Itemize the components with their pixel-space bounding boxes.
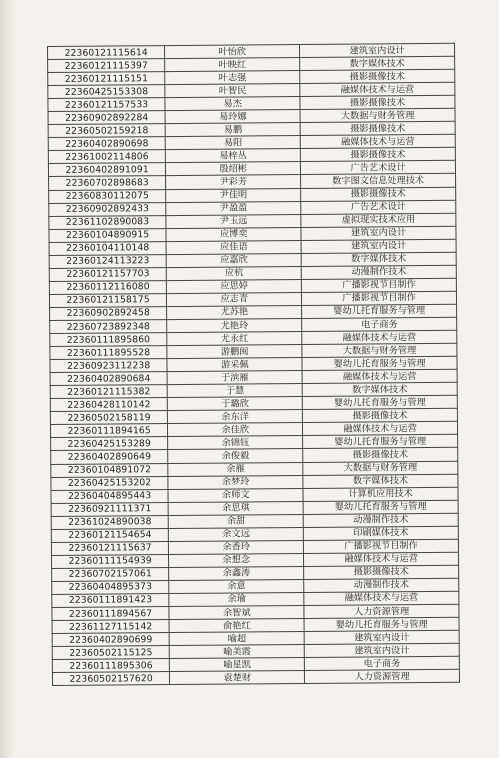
student-id-cell: 22360502159218	[48, 124, 165, 138]
student-id-cell: 22361002114806	[48, 150, 165, 164]
student-name-cell: 尹彩芳	[166, 175, 301, 189]
student-id-cell: 22360121157533	[48, 98, 165, 112]
student-name-cell: 余东洋	[168, 410, 303, 424]
student-name-cell: 喻超	[169, 632, 304, 646]
student-name-cell: 应思婷	[167, 279, 302, 293]
major-cell: 电子商务	[302, 317, 457, 331]
student-id-cell: 22360902892458	[50, 307, 167, 321]
student-name-cell: 游鹏闽	[167, 345, 302, 359]
student-name-cell: 余梦玲	[168, 475, 303, 489]
student-id-cell: 22360702898683	[49, 176, 166, 190]
student-id-cell: 22360121115151	[48, 72, 165, 86]
student-name-cell: 余意	[169, 579, 304, 593]
student-name-cell: 尹玉远	[166, 214, 301, 228]
major-cell: 融媒体技术与运营	[300, 135, 455, 149]
student-id-cell: 22360923112238	[50, 359, 167, 373]
major-cell: 建筑室内设计	[304, 630, 459, 644]
page-shadow	[0, 0, 14, 758]
major-cell: 人力资源管理	[305, 670, 460, 684]
major-cell: 融媒体技术与运营	[302, 330, 457, 344]
major-cell: 建筑室内设计	[304, 643, 459, 657]
student-id-cell: 22360121154654	[51, 528, 168, 542]
student-name-cell: 尤永红	[167, 332, 302, 346]
student-name-cell: 余师文	[168, 488, 303, 502]
student-name-cell: 余香玲	[169, 540, 304, 554]
roster-body	[48, 43, 460, 685]
major-cell: 广播影视节目制作	[304, 539, 459, 553]
student-name-cell: 易鹏	[165, 123, 300, 137]
student-id-cell: 22360402891091	[48, 163, 165, 177]
major-cell: 摄影摄像技术	[300, 69, 455, 83]
major-cell: 大数据与财务管理	[302, 343, 457, 357]
student-id-cell: 22360121115637	[51, 541, 168, 555]
major-cell: 摄影摄像技术	[303, 409, 458, 423]
student-id-cell: 22360111895306	[52, 659, 169, 673]
student-id-cell: 22360404895373	[52, 580, 169, 594]
student-id-cell: 22360502115125	[52, 646, 169, 660]
table-row	[52, 670, 459, 686]
student-id-cell: 22360121115397	[48, 59, 165, 73]
student-name-cell: 叶映红	[165, 58, 300, 72]
major-cell: 大数据与财务管理	[303, 461, 458, 475]
major-cell: 数字媒体技术	[303, 474, 458, 488]
student-name-cell: 余思琪	[168, 501, 303, 515]
student-id-cell: 22360111154939	[52, 554, 169, 568]
major-cell: 融媒体技术与运营	[300, 82, 455, 96]
student-id-cell: 22361024890038	[51, 515, 168, 529]
student-id-cell: 22360404895443	[51, 489, 168, 503]
student-id-cell: 22360121115614	[48, 46, 165, 60]
student-name-cell: 余甜	[169, 514, 304, 528]
student-name-cell: 于滨雁	[167, 371, 302, 385]
student-name-cell: 游采佩	[167, 358, 302, 372]
major-cell: 摄影摄像技术	[303, 448, 458, 462]
major-cell: 动漫制作技术	[303, 513, 458, 527]
major-cell: 动漫制作技术	[304, 578, 459, 592]
major-cell: 建筑室内设计	[300, 43, 455, 57]
student-id-cell: 22360111894567	[52, 607, 169, 621]
major-cell: 计算机应用技术	[303, 487, 458, 501]
student-id-cell: 22360104110148	[49, 241, 166, 255]
major-cell: 婴幼儿托育服务与管理	[303, 500, 458, 514]
student-id-cell: 22360124113223	[49, 254, 166, 268]
major-cell: 摄影摄像技术	[301, 148, 456, 162]
major-cell: 建筑室内设计	[301, 226, 456, 240]
student-name-cell: 尤艳玲	[167, 318, 302, 332]
student-name-cell: 余智斌	[169, 606, 304, 620]
student-roster-table	[47, 43, 460, 686]
student-id-cell: 22360830112075	[49, 189, 166, 203]
major-cell: 数字媒体技术	[302, 383, 457, 397]
student-id-cell: 22360425153289	[51, 437, 168, 451]
student-name-cell: 尹佳明	[166, 188, 301, 202]
student-id-cell: 22361102890083	[49, 215, 166, 229]
student-name-cell: 叶志强	[165, 71, 300, 85]
major-cell: 人力资源管理	[304, 604, 459, 618]
major-cell: 广告艺术设计	[301, 200, 456, 214]
student-name-cell: 叶智民	[165, 84, 300, 98]
student-name-cell: 应杭	[167, 266, 302, 280]
student-name-cell: 喻美霞	[170, 645, 305, 659]
student-id-cell: 22360921111371	[51, 502, 168, 516]
student-id-cell: 22360111891423	[52, 594, 169, 608]
student-name-cell: 易玲娜	[165, 110, 300, 124]
student-name-cell: 叶怡欣	[165, 45, 300, 59]
major-cell: 广播影视节目制作	[302, 291, 457, 305]
student-name-cell: 俞艳红	[169, 619, 304, 633]
student-id-cell: 22360702157061	[52, 567, 169, 581]
student-name-cell: 袁楚财	[170, 671, 305, 685]
student-id-cell: 22360428110142	[50, 398, 167, 412]
student-name-cell: 易杰	[165, 97, 300, 111]
student-id-cell: 22360121115382	[50, 385, 167, 399]
student-name-cell: 应博奕	[166, 227, 301, 241]
major-cell: 广播影视节目制作	[302, 278, 457, 292]
student-name-cell: 余鑫涛	[169, 566, 304, 580]
student-id-cell: 22360104891072	[51, 463, 168, 477]
major-cell: 婴幼儿托育服务与管理	[303, 435, 458, 449]
major-cell: 婴幼儿托育服务与管理	[302, 396, 457, 410]
major-cell: 融媒体技术与运营	[302, 369, 457, 383]
student-name-cell: 余佳欣	[168, 423, 303, 437]
major-cell: 婴幼儿托育服务与管理	[302, 356, 457, 370]
major-cell: 印刷媒体技术	[303, 526, 458, 540]
major-cell: 婴幼儿托育服务与管理	[304, 617, 459, 631]
student-name-cell: 尹盈盈	[166, 201, 301, 215]
student-name-cell: 易阳	[166, 136, 301, 150]
student-id-cell: 22360111894165	[50, 424, 167, 438]
student-name-cell: 应志青	[167, 292, 302, 306]
student-id-cell: 22360723892348	[50, 320, 167, 334]
student-id-cell: 22360402890699	[52, 633, 169, 647]
student-id-cell: 22360902892284	[48, 111, 165, 125]
student-id-cell: 22360121158175	[49, 293, 166, 307]
major-cell: 数字图文信息处理技术	[301, 174, 456, 188]
student-id-cell: 22360121157703	[49, 267, 166, 281]
student-id-cell: 22360112116080	[49, 280, 166, 294]
student-name-cell: 余想念	[169, 553, 304, 567]
major-cell: 融媒体技术与运营	[304, 591, 459, 605]
student-id-cell: 22360402890684	[50, 372, 167, 386]
student-name-cell: 于慧	[167, 384, 302, 398]
major-cell: 数字媒体技术	[301, 252, 456, 266]
student-id-cell: 22360902892433	[49, 202, 166, 216]
student-name-cell: 余俊毅	[168, 449, 303, 463]
student-id-cell: 22360502158119	[50, 411, 167, 425]
major-cell: 摄影摄像技术	[301, 187, 456, 201]
major-cell: 融媒体技术与运营	[304, 552, 459, 566]
student-id-cell: 22360502157620	[52, 672, 169, 686]
student-id-cell: 22360425153202	[51, 476, 168, 490]
major-cell: 数字媒体技术	[300, 56, 455, 70]
major-cell: 摄影摄像技术	[304, 565, 459, 579]
major-cell: 摄影摄像技术	[300, 122, 455, 136]
student-name-cell: 喻星凯	[170, 658, 305, 672]
student-name-cell: 于璐欣	[168, 397, 303, 411]
major-cell: 广告艺术设计	[301, 161, 456, 175]
student-id-cell: 22360425153308	[48, 85, 165, 99]
student-id-cell: 22360402890649	[51, 450, 168, 464]
major-cell: 融媒体技术与运营	[303, 422, 458, 436]
student-name-cell: 余文远	[169, 527, 304, 541]
student-name-cell: 应佳语	[166, 240, 301, 254]
major-cell: 大数据与财务管理	[300, 109, 455, 123]
student-name-cell: 易梓丛	[166, 149, 301, 163]
student-id-cell: 22360402890698	[48, 137, 165, 151]
student-name-cell: 尤苏艳	[167, 305, 302, 319]
student-name-cell: 余瑜	[169, 592, 304, 606]
student-id-cell: 22360104890915	[49, 228, 166, 242]
student-id-cell: 22360111895860	[50, 333, 167, 347]
major-cell: 虚拟现实技术应用	[301, 213, 456, 227]
student-id-cell: 22360111895528	[50, 346, 167, 360]
major-cell: 电子商务	[305, 656, 460, 670]
student-name-cell: 余锦钰	[168, 436, 303, 450]
major-cell: 婴幼儿托育服务与管理	[302, 304, 457, 318]
student-name-cell: 殷绍彬	[166, 162, 301, 176]
major-cell: 摄影摄像技术	[300, 95, 455, 109]
student-id-cell: 22361127115142	[52, 620, 169, 634]
student-name-cell: 余雁	[168, 462, 303, 476]
major-cell: 动漫制作技术	[301, 265, 456, 279]
major-cell: 建筑室内设计	[301, 239, 456, 253]
student-name-cell: 应嘉欣	[166, 253, 301, 267]
